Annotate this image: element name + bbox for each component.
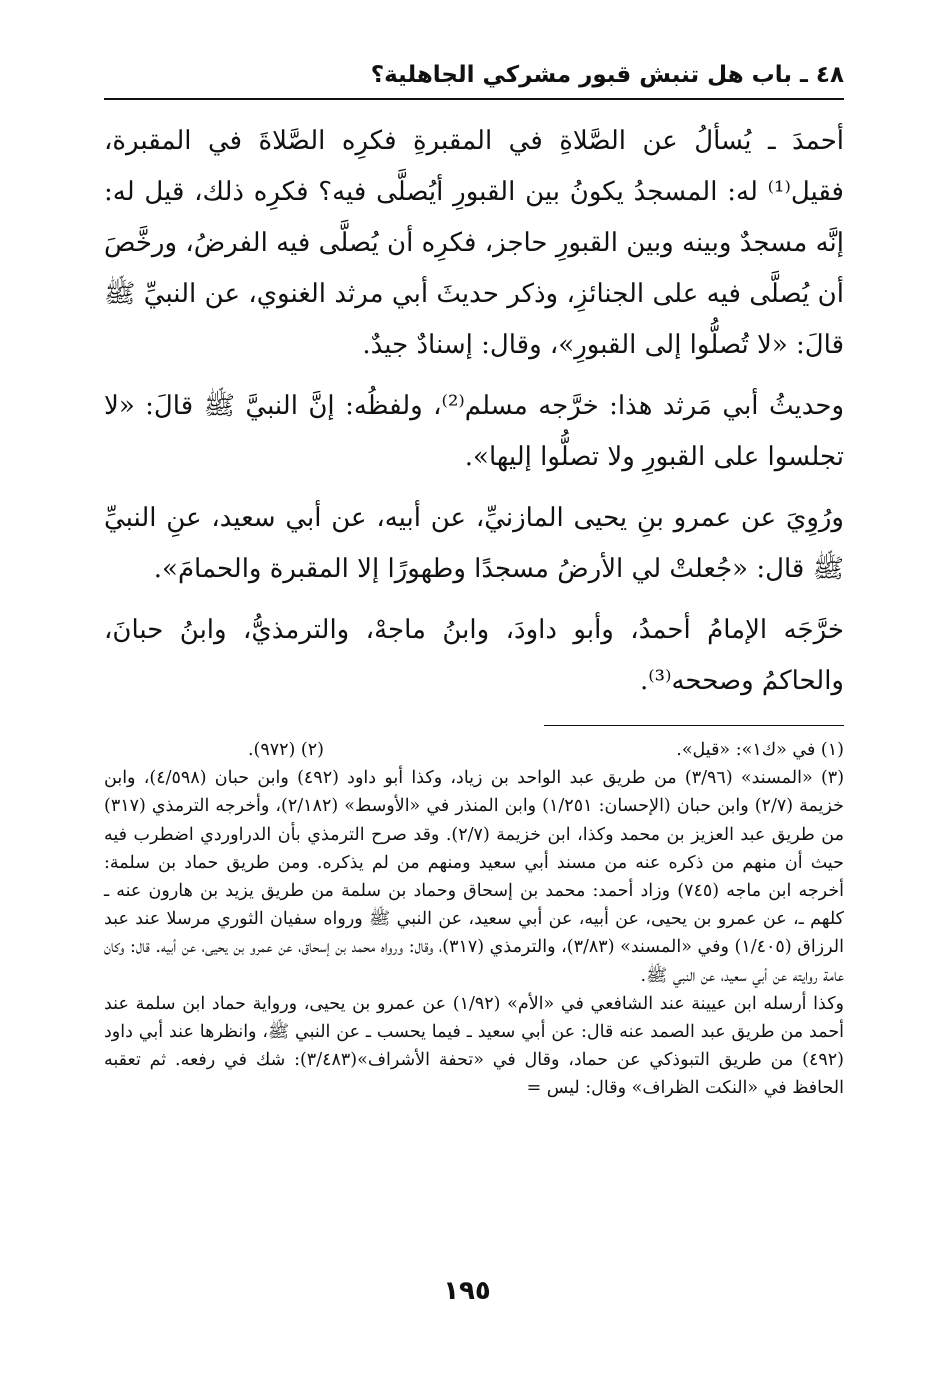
heading-rule	[104, 98, 844, 100]
footnotes	[104, 736, 844, 1103]
paragraph-1: أحمدَ ـ يُسألُ عن الصَّلاةِ في المقبرةِ فكرِه الصَّلاةَ في المقبرة، فقيل⁽¹⁾ له: المسجدُ يكونُ بين القبورِ أيُصلَّى فيه؟ فكرِه ذلك، قيل له: إنَّه مسجدٌ وبينه وبين القبورِ حاجز، فكرِه أن يُصلَّى فيه الفرضُ، ورخَّصَ أن يُصلَّى فيه على الجنائزِ، وذكر حديثَ أبي مرثد الغنوي، عن النبيِّ ﷺ قالَ: «لا تُصلُّوا إلى القبورِ»، وقال: إسنادٌ جيدٌ.	[104, 126, 844, 360]
footnote-3-part-2: وكذا أرسله ابن عيينة عند الشافعي في «الأم» (١/٩٢) عن عمرو بن يحيى، ورواية حماد ابن سلمة عند أحمد من طريق عبد الصمد عنه قال: عن أبي سعيد ـ فيما يحسب ـ عن النبي ﷺ، وانظرها عند أبي داود (٤٩٢) من طريق التبوذكي عن حماد، وقال في «تحفة الأشراف»(٣/٤٨٣): شك في رفعه. ثم تعقبه الحافظ في «النكت الظراف» وقال: ليس =	[104, 993, 844, 1099]
paragraph-4: خرَّجَه الإمامُ أحمدُ، وأبو داودَ، وابنُ ماجهْ، والترمذيُّ، وابنُ حبانَ، والحاكمُ وصححه⁽³⁾.	[104, 615, 844, 696]
footnote-separator	[544, 725, 844, 726]
main-text	[104, 116, 844, 717]
footnote-1: (١) في «ك١»: «قيل».	[676, 740, 844, 760]
paragraph-2: وحديثُ أبي مَرثد هذا: خرَّجه مسلم⁽²⁾، ولفظُه: إنَّ النبيَّ ﷺ قالَ: «لا تجلسوا على القبورِ ولا تصلُّوا إليها».	[104, 391, 844, 472]
page-number: ١٩٥	[443, 1276, 491, 1306]
paragraph-3: ورُوِيَ عن عمرو بنِ يحيى المازنيِّ، عن أبيه، عن أبي سعيد، عنِ النبيِّ ﷺ قال: «جُعلتْ لي الأرضُ مسجدًا وطهورًا إلا المقبرة والحمامَ».	[104, 503, 844, 584]
footnote-3-part-1: (٣) «المسند» (٣/٩٦) من طريق عبد الواحد بن زياد، وكذا أبو داود (٤٩٢) وابن حبان (٤/٥٩٨)، وابن خزيمة (٢/٧) وابن حبان (الإحسان: ١/٢٥١) وابن المنذر في «الأوسط» (٢/١٨٢)، وأخرجه الترمذي (٣١٧) من طريق عبد العزيز بن محمد وكذا، ابن خزيمة (٢/٧). وقد صرح الترمذي بأن الدراوردي اضطرب فيه حيث أن منهم من ذكره عنه من مسند أبي سعيد ومنهم من لم يذكره. ومن طريق حماد بن سلمة: أخرجه ابن ماجه (٧٤٥) وزاد أحمد: محمد بن إسحاق وحماد بن سلمة من طريق يزيد بن هارون عنه ـ كلهم ـ، عن عمرو بن يحيى، عن أبيه، عن أبي سعيد، عن النبي ﷺ ورواه سفيان الثوري مرسلا عند عبد الرزاق (١/٤٠٥) وفي «المسند» (٣/٨٣)، والترمذي (٣١٧)، وقال: ورواه محمد بن إسحاق، عن عمرو بن يحيى، عن أبيه. قال: وكان عامة روايته عن أبي سعيد، عن النبي ﷺ.	[104, 768, 845, 986]
chapter-heading: ٤٨ ـ باب هل تنبش قبور مشركي الجاهلية؟	[370, 62, 844, 88]
footnote-2: (٢) (٩٧٢).	[247, 740, 324, 760]
footnote-row-1-2	[104, 736, 844, 764]
